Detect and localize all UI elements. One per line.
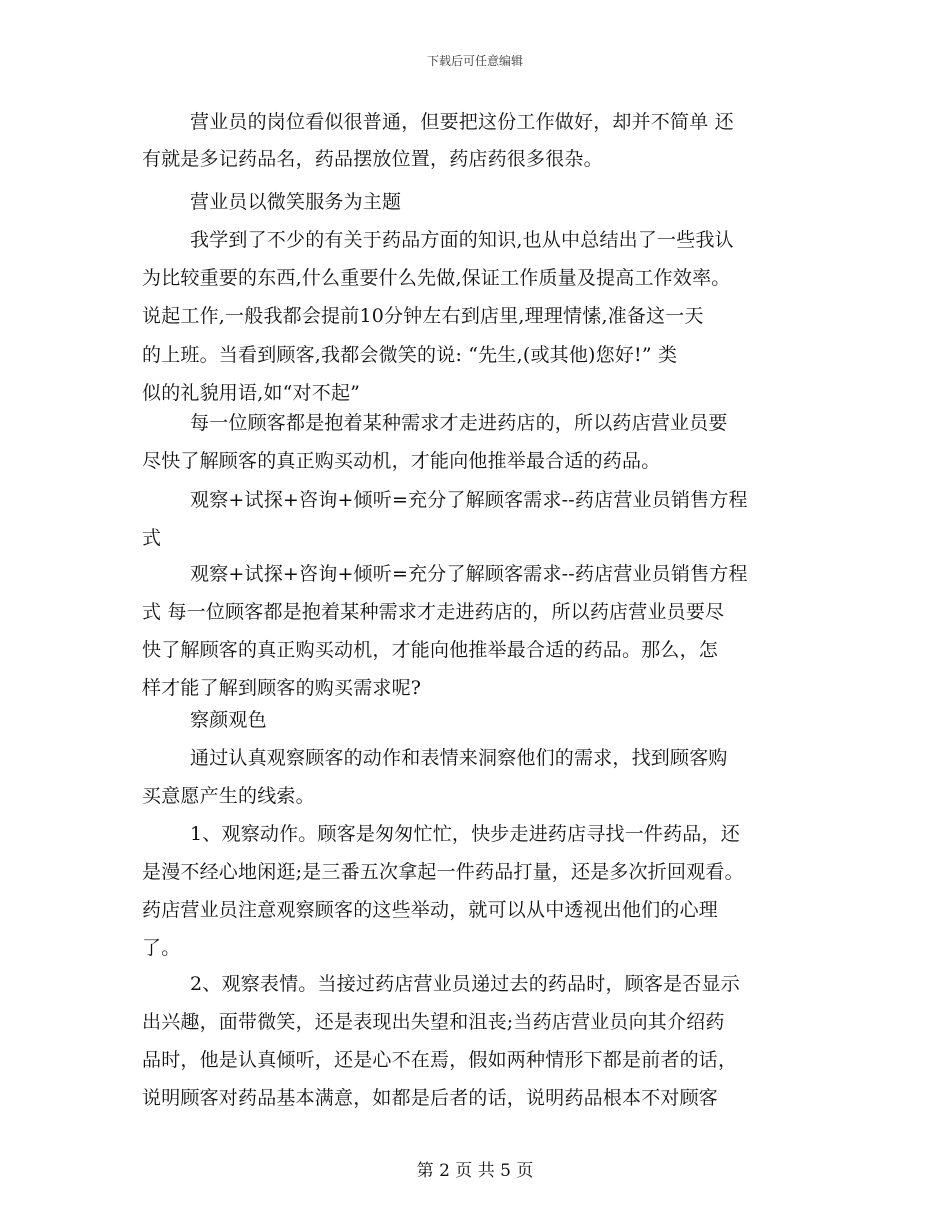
page-footer: 第 2 页 共 5 页	[416, 1161, 534, 1181]
text-line: 说明顾客对药品基本满意，如都是后者的话，说明药品根本不对顾客	[142, 1087, 719, 1109]
text-line: 我学到了不少的有关于药品方面的知识,也从中总结出了一些我认	[190, 229, 734, 251]
text-line: 式 每一位顾客都是抱着某种需求才走进药店的，所以药店营业员要尽	[142, 601, 725, 623]
text-line: 说起工作,一般我都会提前10分钟左右到店里,理理情愫,准备这一天	[142, 305, 704, 327]
text-line: 观察+试探+咨询+倾听=充分了解顾客需求--药店营业员销售方程	[190, 563, 748, 585]
text-line: 品时，他是认真倾听，还是心不在焉，假如两种情形下都是前者的话，	[142, 1049, 738, 1071]
text-line: 快了解顾客的真正购买动机，才能向他推举最合适的药品。那么，怎	[142, 639, 719, 661]
text-line: 通过认真观察顾客的动作和表情来洞察他们的需求，找到顾客购	[190, 747, 728, 769]
text-line: 观察+试探+咨询+倾听=充分了解顾客需求--药店营业员销售方程	[190, 489, 748, 511]
text-line: 式	[142, 527, 162, 549]
text-line: 营业员以微笑服务为主题	[190, 191, 402, 213]
text-line: 每一位顾客都是抱着某种需求才走进药店的，所以药店营业员要	[190, 412, 728, 434]
text-line: 2、观察表情。当接过药店营业员递过去的药品时，顾客是否显示	[190, 973, 740, 995]
text-line: 样才能了解到顾客的购买需求呢?	[142, 677, 422, 699]
text-line: 营业员的岗位看似很普通，但要把这份工作做好，却并不简单 还	[190, 111, 734, 133]
text-line: 是漫不经心地闲逛;是三番五次拿起一件药品打量，还是多次折回观看。	[142, 861, 744, 883]
text-line: 1、观察动作。顾客是匆匆忙忙，快步走进药店寻找一件药品，还	[190, 823, 740, 845]
text-line: 的上班。当看到顾客,我都会微笑的说: “先生,(或其他)您好!” 类	[142, 344, 678, 366]
text-line: 出兴趣，面带微笑，还是表现出失望和沮丧;当药店营业员向其介绍药	[142, 1011, 725, 1033]
text-line: 药店营业员注意观察顾客的这些举动，就可以从中透视出他们的心理	[142, 899, 719, 921]
text-line: 似的礼貌用语,如“对不起”	[142, 382, 361, 404]
text-line: 了。	[142, 937, 181, 959]
text-line: 有就是多记药品名，药品摆放位置，药店药很多很杂。	[142, 148, 603, 170]
text-line: 买意愿产生的线索。	[142, 785, 315, 807]
text-line: 为比较重要的东西,什么重要什么先做,保证工作质量及提高工作效率。	[142, 267, 731, 289]
text-line: 察颜观色	[190, 709, 267, 731]
text-line: 尽快了解顾客的真正购买动机，才能向他推举最合适的药品。	[142, 450, 661, 472]
page-header: 下载后可任意编辑	[426, 54, 523, 68]
